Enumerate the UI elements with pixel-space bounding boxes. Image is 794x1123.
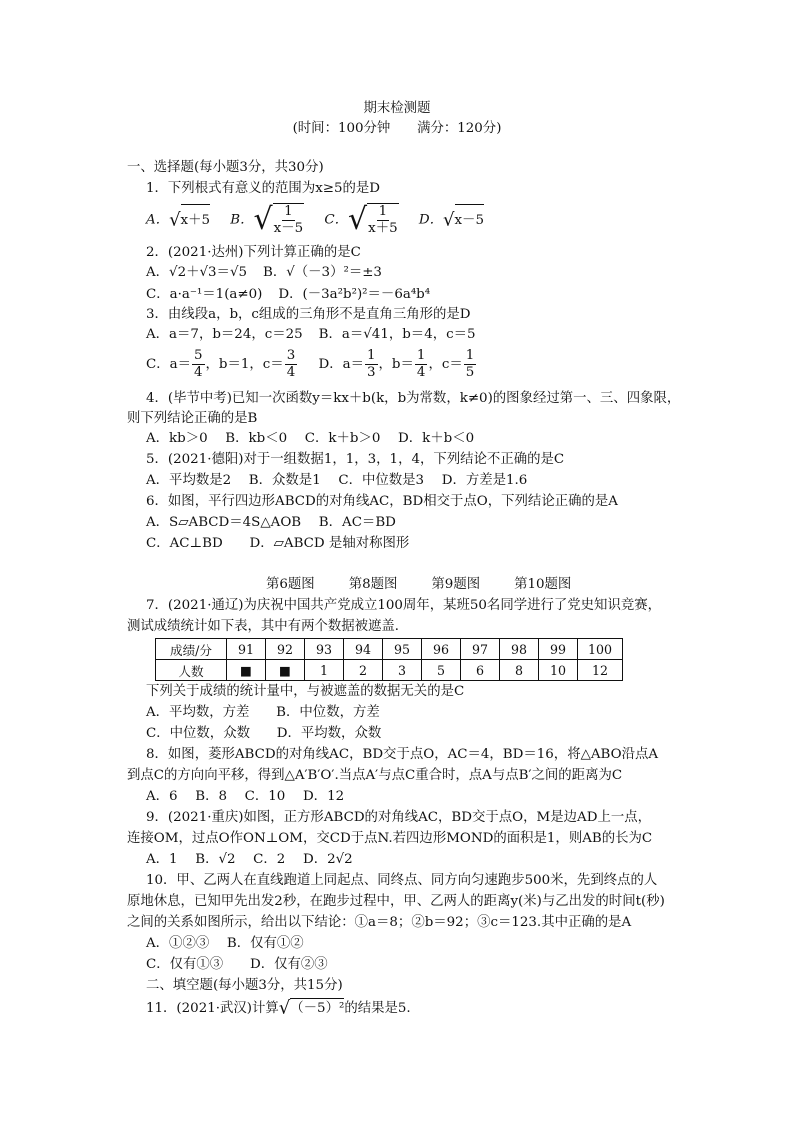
q7-question: 下列关于成绩的统计量中，与被遮盖的数据无关的是C [146, 684, 465, 699]
q3-d-b-num: 1 [416, 348, 426, 363]
q1-b-num: 1 [284, 204, 293, 219]
q9-stem-2: 连接OM，过点O作ON⊥OM，交CD于点N.若四边形MOND的面积是1，则AB的长为C [127, 831, 653, 846]
q3-opt-a: A．a＝7，b＝24，c＝25 [146, 327, 303, 342]
q11-radicand: （－5）² [290, 998, 344, 1019]
q2-opt-d: D．(－3a²b²)²＝－6a⁴b⁴ [278, 287, 431, 302]
q3-d-b-den: 4 [416, 365, 426, 380]
q5-options: A．平均数是2 B．众数是1 C．中位数是3 D．方差是1.6 [146, 473, 528, 488]
table-row [156, 639, 623, 660]
q4-options: A．kb＞0 B．kb＜0 C．k＋b＞0 D．k＋b＜0 [146, 431, 475, 446]
q5-stem: 5．(2021·德阳)对于一组数据1，1，3，1，4，下列结论不正确的是C [146, 452, 565, 467]
q1-opt-d: √x－5 [443, 204, 484, 237]
score-table [155, 638, 623, 681]
q1-opt-b: √ $\frac{1}{x-5}$ [253, 202, 304, 237]
table-cell: 100 [578, 639, 623, 660]
q11-post: 的结果是5. [344, 1001, 411, 1016]
page-title: 期末检测题 [363, 101, 431, 116]
q10-options-cd: C．仅有①③ D．仅有②③ [146, 957, 328, 972]
table-cell-masked: ■ [227, 660, 266, 681]
table-cell: 96 [422, 639, 461, 660]
q6-options-cd: C．AC⊥BD D．▱ABCD 是轴对称图形 [146, 536, 410, 551]
fig-caption-8: 第8题图 [348, 577, 398, 592]
q1-stem: 1．下列根式有意义的范围为x≥5的是D [146, 181, 381, 196]
q7-options-ab: A．平均数，方差 B．中位数，方差 [146, 705, 380, 720]
q2-opt-b: B．√（－3）²＝±3 [263, 265, 382, 280]
table-cell: 5 [422, 660, 461, 681]
table-cell: 92 [266, 639, 305, 660]
q1-opt-c-label: C． [324, 212, 349, 228]
q1-opt-d-label: D． [418, 212, 444, 228]
table-cell-masked: ■ [266, 660, 305, 681]
q3-options-cd [146, 347, 477, 383]
table-cell: 6 [461, 660, 500, 681]
q3-d-c-num: 1 [465, 348, 475, 363]
q7-stem-2: 测试成绩统计如下表，其中有两个数据被遮盖． [127, 619, 409, 634]
q8-stem-1: 8．如图，菱形ABCD的对角线AC，BD交于点O，AC＝4，BD＝16，将△ABO沿点A [146, 747, 659, 762]
table-cell: 94 [344, 639, 383, 660]
q9-options: A．1 B．√2 C．2 D．2√2 [146, 852, 353, 867]
q1-opt-a-label: A． [146, 212, 170, 228]
table-cell: 成绩/分 [156, 639, 227, 660]
q3-d-c-den: 5 [465, 365, 475, 380]
q3-d-mid1: ，b＝ [378, 357, 414, 372]
q2-opt-c: C．a·a⁻¹＝1(a≠0) [146, 287, 263, 302]
q10-stem-2: 原地休息，已知甲先出发2秒，在跑步过程中，甲、乙两人的距离y(米)与乙出发的时间t(秒) [127, 894, 665, 909]
q3-c-c-num: 3 [286, 348, 296, 363]
section-choice: 一、选择题(每小题3分，共30分) [127, 160, 324, 175]
q2-stem: 2．(2021·达州)下列计算正确的是C [146, 245, 361, 260]
table-cell: 8 [500, 660, 539, 681]
q10-stem-3: 之间的关系如图所示，给出以下结论：①a＝8；②b＝92；③c＝123.其中正确的是A [127, 915, 632, 930]
q3-c-c-den: 4 [286, 365, 296, 380]
q8-options: A．6 B．8 C．10 D．12 [146, 789, 345, 804]
q1-b-den: x－5 [273, 221, 304, 236]
q9-stem-1: 9．(2021·重庆)如图，正方形ABCD的对角线AC，BD交于点O，M是边AD上一点， [146, 810, 652, 825]
q2-options-cd [146, 285, 430, 305]
table-cell: 1 [305, 660, 344, 681]
table-cell: 93 [305, 639, 344, 660]
q1-opt-d-text: x－5 [455, 204, 484, 237]
q4-stem-1: 4．(毕节中考)已知一次函数y＝kx＋b(k，b为常数，k≠0)的图象经过第一、三、四象限， [146, 391, 681, 406]
q11-stem [146, 998, 411, 1019]
q10-stem-1: 10．甲、乙两人在直线跑道上同起点、同终点、同方向匀速跑步500米，先到终点的人 [146, 873, 658, 888]
q1-opt-c: √ $\frac{1}{x+5}$ [348, 202, 398, 237]
table-cell: 95 [383, 639, 422, 660]
q3-options-ab [146, 325, 476, 345]
q7-options-cd: C．中位数，众数 D．平均数，众数 [146, 726, 382, 741]
q1-opt-a-text: x＋5 [181, 204, 210, 237]
q11-radical: √（－5）² [278, 997, 345, 1019]
q1-opt-a: √x＋5 [169, 204, 210, 237]
table-cell: 97 [461, 639, 500, 660]
q3-stem: 3．由线段a，b，c组成的三角形不是直角三角形的是D [146, 307, 471, 322]
q6-stem: 6．如图，平行四边形ABCD的对角线AC，BD相交于点O，下列结论正确的是A [146, 494, 618, 509]
exam-info: (时间：100分钟 满分：120分) [292, 121, 502, 136]
section-fill-in: 二、填空题(每小题3分，共15分) [146, 978, 343, 993]
table-cell: 人数 [156, 660, 227, 681]
q8-stem-2: 到点C的方向向平移，得到△A′B′O′.当点A′与点C重合时，点A与点B′之间的距离为C [127, 768, 623, 783]
q3-c-a-den: 4 [194, 365, 203, 380]
q3-opt-b: B．a＝√41，b＝4，c＝5 [318, 327, 476, 342]
q3-d-a-num: 1 [367, 348, 376, 363]
q3-c-pre: C．a＝ [146, 357, 192, 372]
figure-captions [266, 575, 571, 595]
table-cell: 3 [383, 660, 422, 681]
table-cell: 91 [227, 639, 266, 660]
table-cell: 2 [344, 660, 383, 681]
q3-c-a-num: 5 [194, 348, 203, 363]
q1-c-num: 1 [378, 204, 388, 219]
q1-c-den: x＋5 [368, 221, 398, 236]
q3-d-mid2: ，c＝ [428, 357, 463, 372]
q4-stem-2: 则下列结论正确的是B [127, 411, 258, 426]
table-row [156, 660, 623, 681]
q1-opt-b-label: B． [230, 212, 254, 228]
q11-pre: 11．(2021·武汉)计算 [146, 1001, 279, 1016]
table-cell: 10 [539, 660, 578, 681]
q3-d-pre: D．a＝ [318, 357, 365, 372]
table-cell: 12 [578, 660, 623, 681]
q1-options [146, 203, 484, 237]
table-cell: 99 [539, 639, 578, 660]
q3-c-mid: ，b＝1，c＝ [205, 357, 284, 372]
q10-options-ab: A．①②③ B．仅有①② [146, 936, 304, 951]
fig-caption-9: 第9题图 [431, 577, 481, 592]
q7-stem-1: 7．(2021·通辽)为庆祝中国共产党成立100周年，某班50名同学进行了党史知识竞赛， [146, 598, 662, 613]
fig-caption-10: 第10题图 [514, 577, 572, 592]
fig-caption-6: 第6题图 [266, 577, 315, 592]
q2-options-ab [146, 263, 382, 283]
q3-d-a-den: 3 [367, 365, 376, 380]
q2-opt-a: A．√2＋√3＝√5 [146, 265, 247, 280]
q6-options-ab: A．S▱ABCD＝4S△AOB B．AC＝BD [146, 515, 396, 530]
table-cell: 98 [500, 639, 539, 660]
